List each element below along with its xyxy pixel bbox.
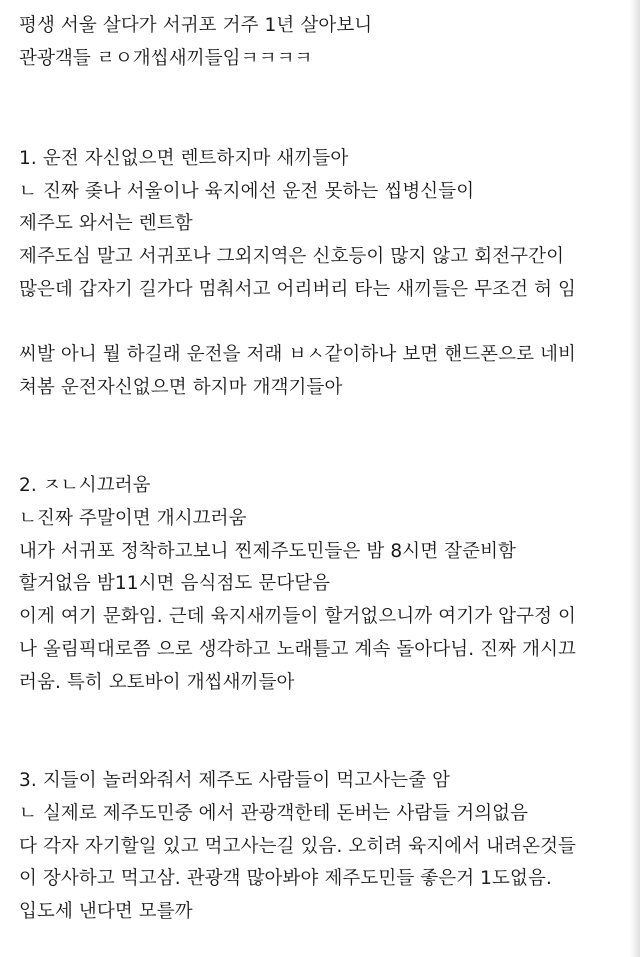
post-line: 내가 서귀포 정착하고보니 찐제주도민들은 밤 8시면 잘준비함 [19, 541, 517, 562]
post-line: 쳐봄 운전자신없으면 하지마 개객기들아 [19, 377, 343, 398]
post-line: 이 장사하고 먹고삼. 관광객 많아봐야 제주도민들 좋은거 1도없음. [19, 868, 552, 889]
post-line: 다 각자 자기할일 있고 먹고사는길 있음. 오히려 육지에서 내려온것들 [19, 836, 577, 857]
post-line: 나 올림픽대로쯤 으로 생각하고 노래틀고 계속 돌아다님. 진짜 개시끄 [19, 639, 577, 660]
post-line: 할거없음 밤11시면 음식점도 문다닫음 [19, 573, 331, 594]
post-line: 제주도심 말고 서귀포나 그외지역은 신호등이 많지 않고 회전구간이 [19, 246, 565, 267]
post-line: ㄴ진짜 주말이면 개시끄러움 [19, 508, 247, 529]
section-heading: 1. 운전 자신없으면 렌트하지마 새끼들아 [19, 148, 349, 169]
post-line: 관광객들 ㄹㅇ개씹새끼들임ㅋㅋㅋㅋ [19, 48, 313, 69]
post-line: 제주도 와서는 렌트함 [19, 213, 193, 234]
post-line: ㄴ 실제로 제주도민중 에서 관광객한테 돈버는 사람들 거의없음 [19, 803, 529, 824]
post-line: 입도세 낸다면 모를까 [19, 901, 193, 922]
section-heading: 2. ㅈㄴ시끄러움 [19, 475, 151, 496]
post-line: ㄴ 진짜 좆나 서울이나 육지에선 운전 못하는 씹병신들이 [19, 181, 475, 202]
post-line: 러움. 특히 오토바이 개씹새끼들아 [19, 672, 295, 693]
post-line: 많은데 갑자기 길가다 멈춰서고 어리버리 타는 새끼들은 무조건 허 임 [19, 279, 577, 300]
post-line: 평생 서울 살다가 서귀포 거주 1년 살아보니 [19, 15, 373, 36]
post-line: 씨발 아니 뭘 하길래 운전을 저래 ㅂㅅ같이하나 보면 핸드폰으로 네비 [19, 344, 577, 365]
section-heading: 3. 지들이 놀러와줘서 제주도 사람들이 먹고사는줄 암 [19, 770, 451, 791]
post-line: 이게 여기 문화임. 근데 육지새끼들이 할거없으니까 여기가 압구정 이 [19, 606, 577, 627]
screen-edge-shadow [630, 0, 640, 957]
